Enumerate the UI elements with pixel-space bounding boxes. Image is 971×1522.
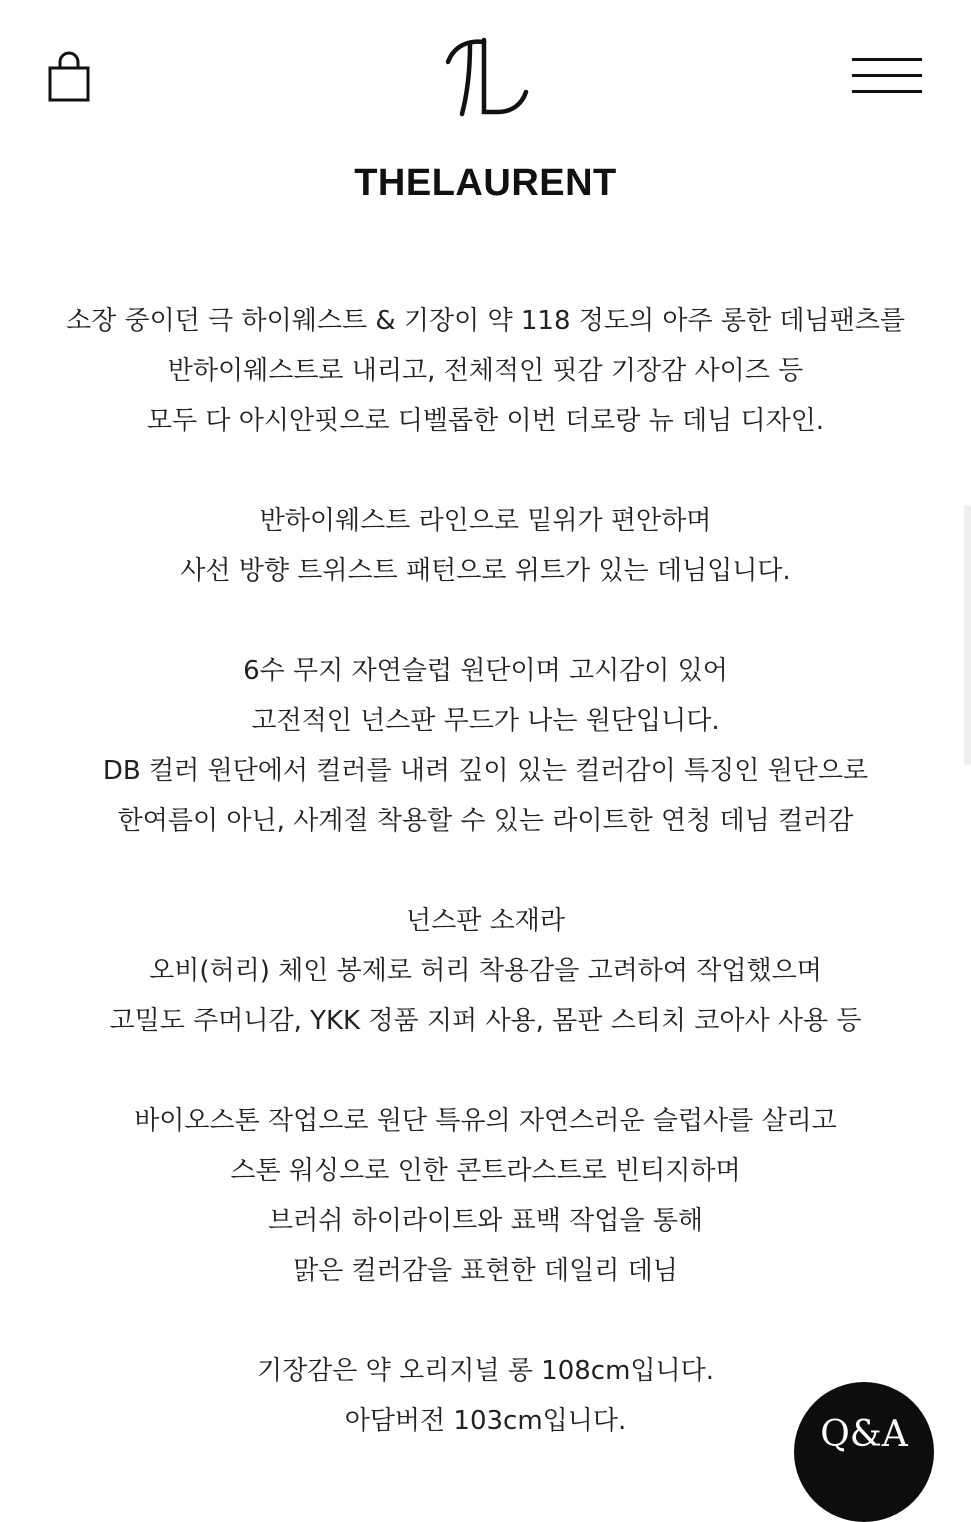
hamburger-menu-icon[interactable] [848, 56, 924, 96]
description-line: 모두 다 아시안핏으로 디벨롭한 이번 더로랑 뉴 데님 디자인. [146, 406, 825, 436]
description-paragraph [20, 896, 951, 1046]
description-paragraph [20, 496, 951, 596]
description-line: 넌스판 소재라 [406, 906, 565, 936]
description-line: 반하이웨스트 라인으로 밑위가 편안하며 [259, 506, 712, 536]
qa-button[interactable]: Q&A [794, 1382, 934, 1522]
description-line: 고밀도 주머니감, YKK 정품 지퍼 사용, 몸판 스티치 코아사 사용 등 [109, 1006, 862, 1036]
description-line: 아담버전 103cm입니다. [344, 1406, 627, 1436]
description-line: 6수 무지 자연슬럽 원단이며 고시감이 있어 [243, 656, 728, 686]
description-line: 고전적인 넌스판 무드가 나는 원단입니다. [251, 706, 720, 736]
description-line: 브러쉬 하이라이트와 표백 작업을 통해 [268, 1206, 703, 1236]
description-line: 한여름이 아닌, 사계절 착용할 수 있는 라이트한 연청 데님 컬러감 [117, 806, 854, 836]
description-line: DB 컬러 원단에서 컬러를 내려 깊이 있는 컬러감이 특징인 원단으로 [102, 756, 869, 786]
description-line: 오비(허리) 체인 봉제로 허리 착용감을 고려하여 작업했으며 [149, 956, 822, 986]
description-line: 소장 중이던 극 하이웨스트 & 기장이 약 118 정도의 아주 롱한 데님팬츠를 [66, 306, 905, 336]
header [0, 0, 971, 130]
description-line: 바이오스톤 작업으로 원단 특유의 자연스러운 슬럽사를 살리고 [134, 1106, 837, 1136]
description-line: 스톤 워싱으로 인한 콘트라스트로 빈티지하며 [230, 1156, 741, 1186]
description-line: 반하이웨스트로 내리고, 전체적인 핏감 기장감 사이즈 등 [167, 356, 804, 386]
description-line: 기장감은 약 오리지널 롱 108cm입니다. [256, 1356, 715, 1386]
product-description [20, 296, 951, 1496]
brand-title: THELAURENT [354, 162, 617, 204]
description-paragraph [20, 646, 951, 846]
tl-monogram-logo[interactable] [440, 36, 532, 120]
shopping-bag-icon[interactable] [46, 50, 92, 104]
description-line: 사선 방향 트위스트 패턴으로 위트가 있는 데님입니다. [180, 556, 791, 586]
description-line: 맑은 컬러감을 표현한 데일리 데님 [293, 1256, 678, 1286]
description-paragraph [20, 296, 951, 446]
scrollbar[interactable] [964, 505, 971, 765]
description-paragraph [20, 1096, 951, 1296]
